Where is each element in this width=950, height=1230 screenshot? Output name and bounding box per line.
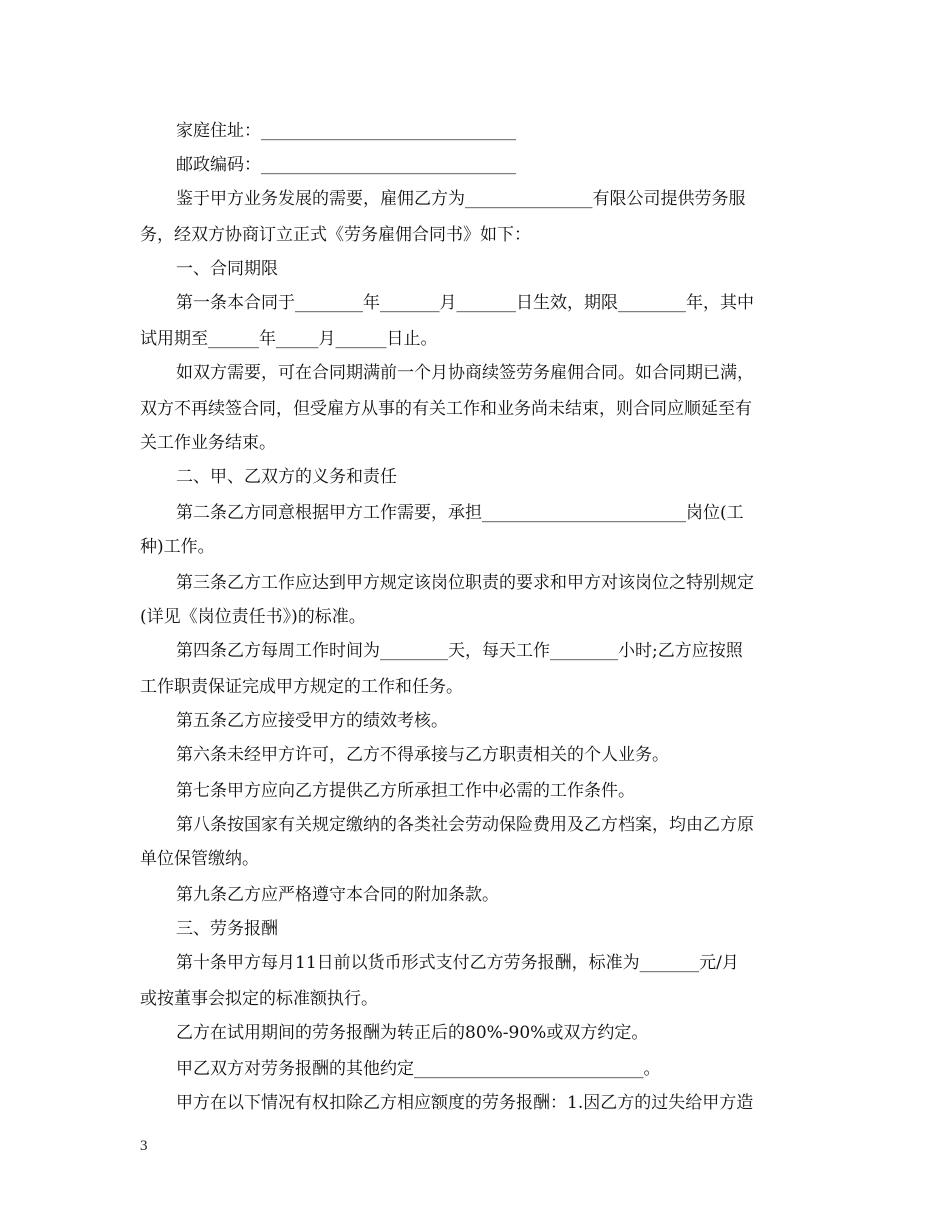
- article-8-line-2: 单位保管缴纳。: [140, 849, 259, 869]
- section-heading-1: 一、合同期限: [176, 259, 278, 279]
- intro-paragraph-line-2: 务，经双方协商订立正式《劳务雇佣合同书》如下：: [140, 225, 531, 245]
- pay-deduction-line-1: 甲方在以下情况有权扣除乙方相应额度的劳务报酬：1.因乙方的过失给甲方造: [176, 1093, 754, 1113]
- article-4-line-1: 第四条乙方每周工作时间为________天，每天工作________小时;乙方应按照: [176, 641, 743, 661]
- other-pay-agreement-line: 甲乙双方对劳务报酬的其他约定___________________________。: [176, 1059, 661, 1079]
- article-4-line-2: 工作职责保证完成甲方规定的工作和任务。: [140, 677, 463, 697]
- article-1-line-2: 试用期至______年_____月______日止。: [140, 329, 438, 349]
- article-8-line-1: 第八条按国家有关规定缴纳的各类社会劳动保险费用及乙方档案，均由乙方原: [176, 815, 754, 835]
- probation-pay-line: 乙方在试用期间的劳务报酬为转正后的80%-90%或双方约定。: [176, 1023, 649, 1043]
- renewal-paragraph-line-3: 关工作业务结束。: [140, 433, 276, 453]
- renewal-paragraph-line-1: 如双方需要，可在合同期满前一个月协商续签劳务雇佣合同。如合同期已满，: [176, 363, 754, 383]
- field-postal-code: 邮政编码：______________________________: [176, 155, 516, 175]
- article-10-line-1: 第十条甲方每月11日前以货币形式支付乙方劳务报酬，标准为_______元/月: [176, 953, 739, 973]
- article-3-line-2: (详见《岗位责任书》)的标准。: [140, 607, 366, 627]
- renewal-paragraph-line-2: 双方不再续签合同，但受雇方从事的有关工作和业务尚未结束，则合同应顺延至有: [140, 399, 752, 419]
- article-9: 第九条乙方应严格遵守本合同的附加条款。: [176, 885, 499, 905]
- page-number: 3: [140, 1138, 148, 1154]
- article-1-line-1: 第一条本合同于________年_______月_______日生效，期限________年，其中: [176, 293, 754, 313]
- article-5: 第五条乙方应接受甲方的绩效考核。: [176, 711, 448, 731]
- field-home-address: 家庭住址：______________________________: [176, 121, 516, 141]
- article-2-line-1: 第二条乙方同意根据甲方工作需要，承担________________________岗位(工: [176, 503, 744, 523]
- article-10-line-2: 或按董事会拟定的标准额执行。: [140, 989, 378, 1009]
- section-heading-3: 三、劳务报酬: [176, 919, 278, 939]
- article-6: 第六条未经甲方许可，乙方不得承接与乙方职责相关的个人业务。: [176, 745, 669, 765]
- article-7: 第七条甲方应向乙方提供乙方所承担工作中必需的工作条件。: [176, 781, 635, 801]
- section-heading-2: 二、甲、乙双方的义务和责任: [176, 467, 397, 487]
- intro-paragraph-line-1: 鉴于甲方业务发展的需要，雇佣乙方为_______________有限公司提供劳务服: [176, 189, 746, 209]
- article-2-line-2: 种)工作。: [140, 537, 215, 557]
- article-3-line-1: 第三条乙方工作应达到甲方规定该岗位职责的要求和甲方对该岗位之特别规定: [176, 573, 754, 593]
